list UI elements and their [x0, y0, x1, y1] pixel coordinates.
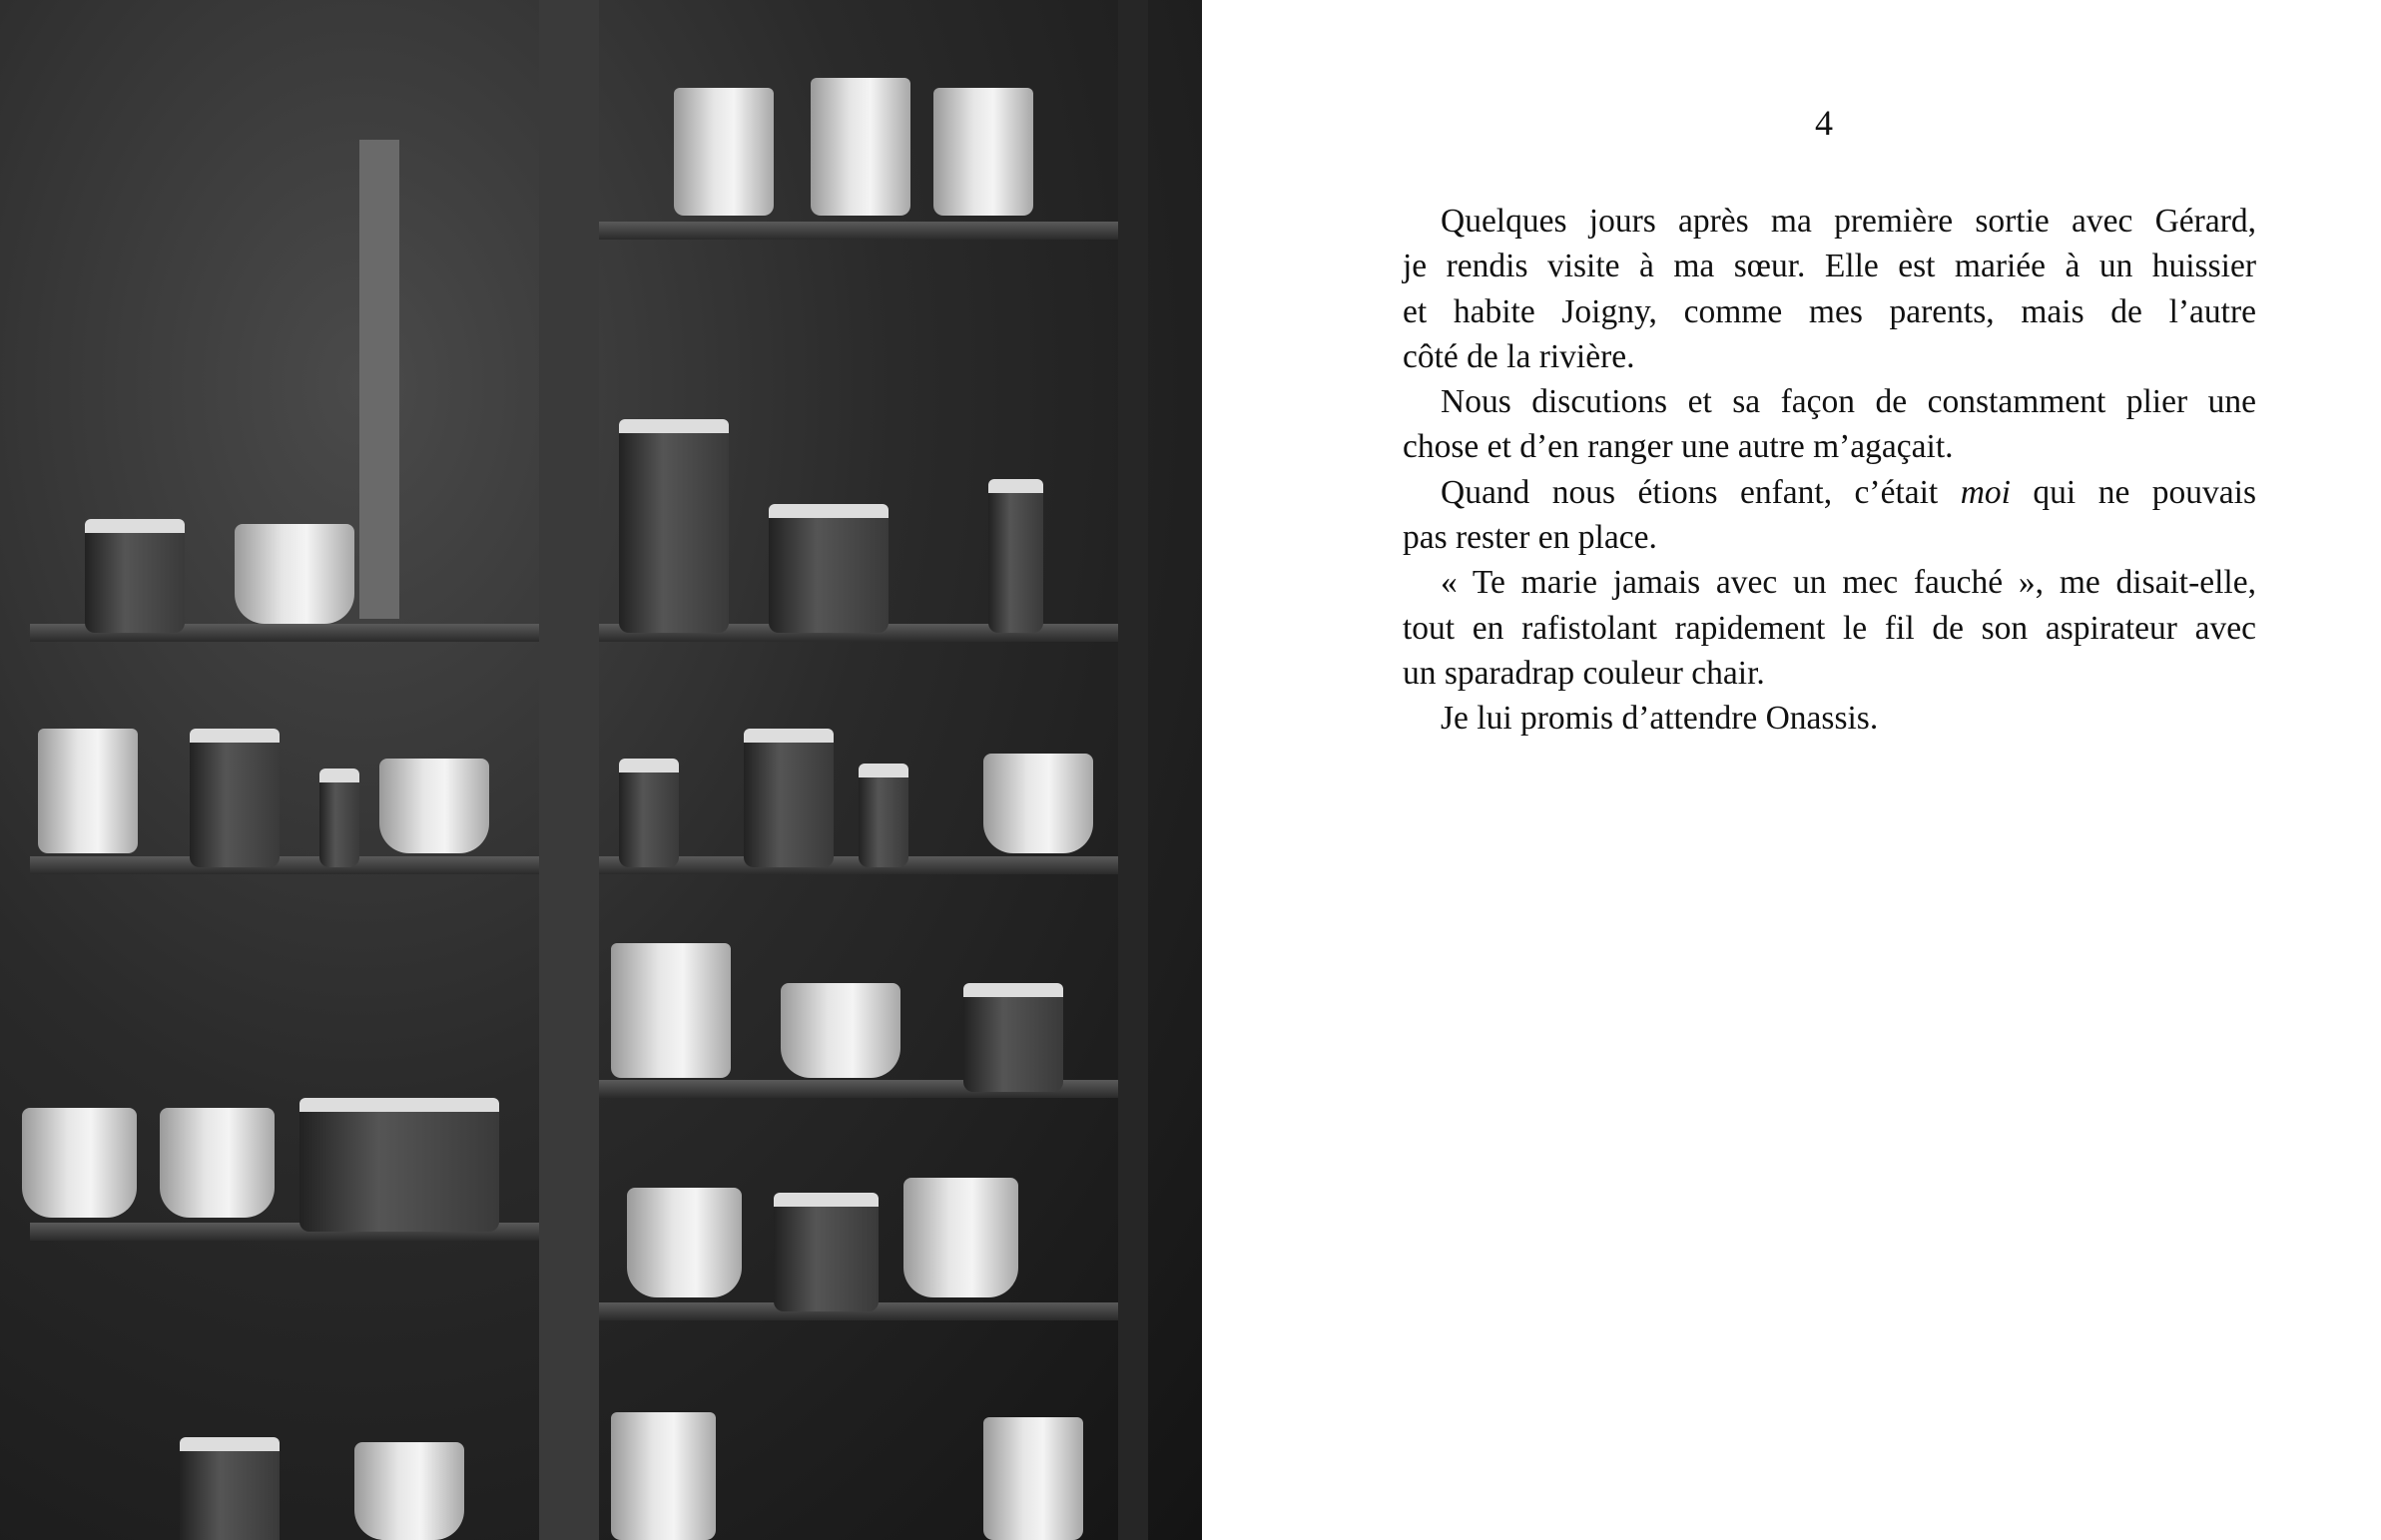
jar: [811, 78, 910, 216]
text-line: pas rester en place.: [1403, 519, 1657, 557]
cabinet-post: [539, 0, 599, 1540]
chapter-text: [1403, 199, 2256, 742]
jar: [38, 729, 138, 853]
jar: [988, 479, 1043, 633]
text-line: côté de la rivière.: [1403, 337, 1635, 375]
lamp: [359, 140, 399, 619]
jar: [611, 943, 731, 1078]
shelf: [30, 856, 539, 874]
text-line: [1403, 470, 2256, 515]
pot: [903, 1178, 1018, 1297]
text-line: tout en rafistolant rapidement le fil de son aspirateur avec: [1403, 609, 2256, 647]
jar: [933, 88, 1033, 216]
pot: [781, 983, 900, 1078]
jar: [319, 769, 359, 867]
text-line: un sparadrap couleur chair.: [1403, 654, 1765, 692]
pot: [235, 524, 354, 624]
pot: [379, 759, 489, 853]
cabinet-frame-right: [1118, 0, 1148, 1540]
jar: [983, 1417, 1083, 1540]
pot: [160, 1108, 275, 1218]
jar: [859, 764, 908, 867]
page-number: 4: [1815, 103, 1833, 143]
text-line: Quelques jours après ma première sortie avec Gérard,: [1441, 203, 2256, 240]
jar: [674, 88, 774, 216]
jar: [299, 1098, 499, 1232]
text-line: Nous discutions et sa façon de constamment plier une: [1441, 383, 2256, 421]
jar: [744, 729, 834, 867]
text-line: chose et d’en ranger une autre m’agaçait.: [1403, 428, 1954, 466]
shelf: [599, 222, 1118, 240]
pot: [354, 1442, 464, 1540]
pot: [983, 754, 1093, 853]
jar: [85, 519, 185, 633]
pot: [627, 1188, 742, 1297]
jar: [190, 729, 280, 867]
text-line: et habite Joigny, comme mes parents, mais de l’autre: [1403, 292, 2256, 330]
text-fragment: qui ne pouvais: [2010, 473, 2257, 511]
jar: [619, 759, 679, 867]
text-fragment: Quand nous étions enfant, c’était: [1441, 473, 1961, 511]
text-line: je rendis visite à ma sœur. Elle est mariée à un huissier: [1403, 248, 2256, 285]
jar: [963, 983, 1063, 1092]
jar: [769, 504, 889, 633]
jar: [180, 1437, 280, 1540]
text-line: « Te marie jamais avec un mec fauché », me disait-elle,: [1441, 564, 2256, 602]
jar: [611, 1412, 716, 1540]
text-line: Je lui promis d’attendre Onassis.: [1441, 700, 1879, 738]
jar: [619, 419, 729, 633]
emphasis-moi: moi: [1960, 473, 2011, 511]
pot: [22, 1108, 137, 1218]
jar: [774, 1193, 879, 1311]
